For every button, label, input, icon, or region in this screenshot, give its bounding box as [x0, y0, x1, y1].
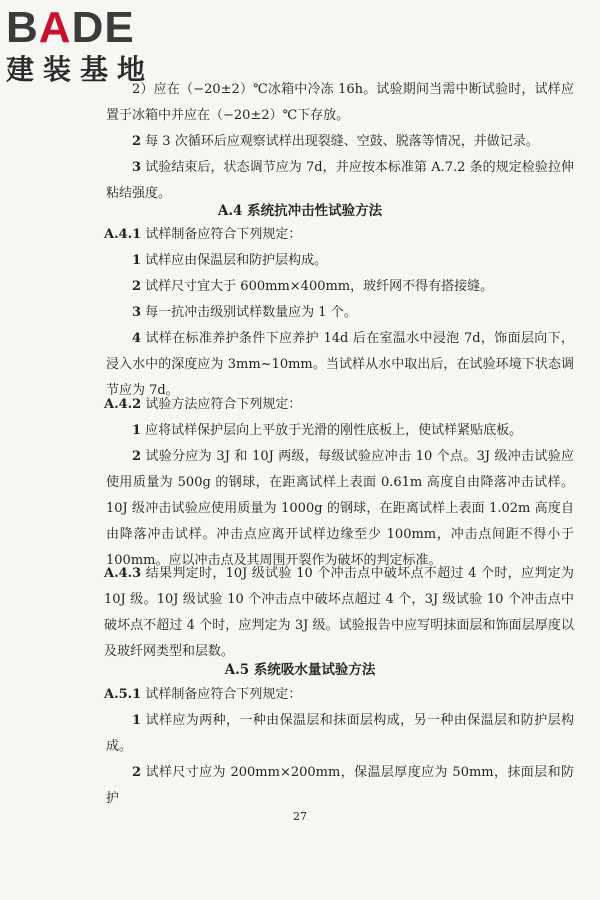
paragraph-freeze-step: 2）应在（−20±2）℃冰箱中冷冻 16h。试验期间当需中断试验时，试样应置于冰箱中并应在（−20±2）℃下存放。 — [106, 82, 574, 123]
item-a42-1: 1 应将试样保护层向上平放于光滑的刚性底板上，使试样紧贴底板。 — [132, 423, 523, 438]
item-a41-1: 1 试样应由保温层和防护层构成。 — [132, 253, 328, 268]
logo-wordmark: BADE — [6, 3, 135, 52]
clause-a41: A.4.1 试样制备应符合下列规定： — [104, 227, 302, 242]
clause-a42: A.4.2 试验方法应符合下列规定： — [104, 397, 302, 412]
item-a42-2: 2 试验分应为 3J 和 10J 两级，每级试验应冲击 10 个点。3J 级冲击试验应使用质量为 500g 的钢球，在距离试样上表面 0.61m 高度自由降落冲击试样。10J 级冲击试验应使用质量为 1000g 的钢球，在距离试样上表面 1.02m 高度自由降落冲击试样。冲击点应离开试样边缘至少 100mm，冲击点间距不得小于 100mm。应以冲击点及其周围开裂作为破坏的判定标准。 — [106, 449, 574, 568]
section-heading-a5: A.5 系统吸水量试验方法 — [224, 662, 376, 678]
item-a41-2: 2 试样尺寸宜大于 600mm×400mm，玻纤网不得有搭接缝。 — [132, 279, 494, 294]
item-a51-1: 1 试样应为两种，一种由保温层和抹面层构成，另一种由保温层和防护层构成。 — [106, 713, 574, 754]
clause-a51: A.5.1 试样制备应符合下列规定： — [104, 687, 302, 702]
page-number: 27 — [293, 810, 307, 823]
item-a51-2: 2 试样尺寸应为 200mm×200mm，保温层厚度应为 50mm，抹面层和防护 — [106, 765, 574, 806]
clause-a43: A.4.3 结果判定时，10J 级试验 10 个冲击点中破坏点不超过 4 个时，应判定为 10J 级。10J 级试验 10 个冲击点中破坏点超过 4 个，3J 级试验 10 个冲击点中破坏点不超过 4 个时，应判定为 3J 级。试验报告中应写明抹面层和饰面层厚度以及玻纤网类型和层数。 — [104, 566, 574, 659]
section-heading-a4: A.4 系统抗冲击性试验方法 — [217, 203, 383, 219]
item-a41-4: 4 试样在标准养护条件下应养护 14d 后在室温水中浸泡 7d，饰面层向下，浸入水中的深度应为 3mm~10mm。当试样从水中取出后，在试验环境下状态调节应为 7d。 — [106, 331, 574, 398]
logo-subtitle: 建装基地 — [6, 53, 155, 86]
paragraph-observe: 2 每 3 次循环后应观察试样出现裂缝、空鼓、脱落等情况，并做记录。 — [132, 134, 539, 149]
item-a41-3: 3 每一抗冲击级别试样数量应为 1 个。 — [132, 305, 357, 320]
paragraph-conclusion: 3 试验结束后，状态调节应为 7d，并应按本标准第 A.7.2 条的规定检验拉伸粘结强度。 — [106, 160, 574, 201]
